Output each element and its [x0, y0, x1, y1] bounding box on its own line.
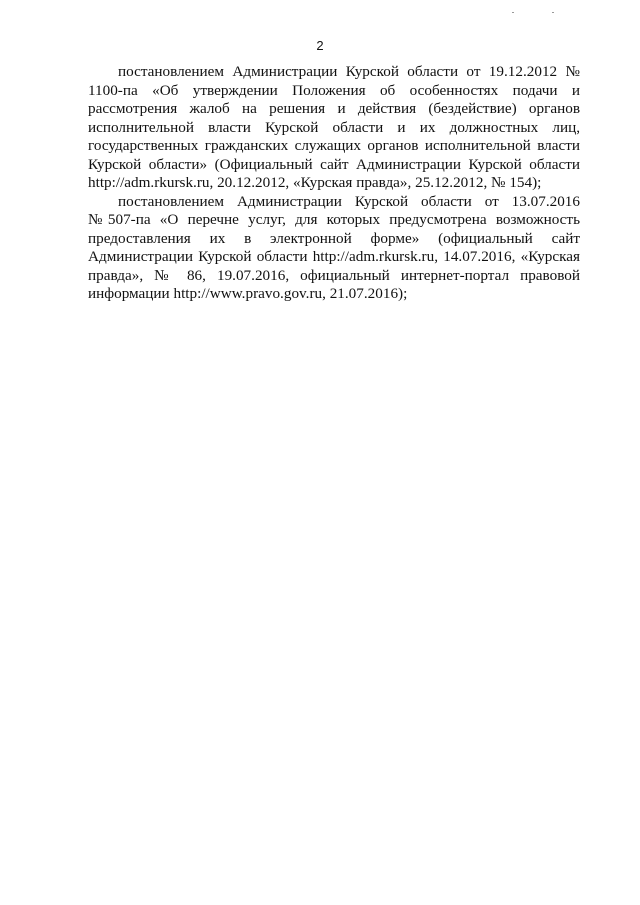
scan-marks	[500, 12, 560, 18]
document-body	[88, 63, 580, 304]
page-number: 2	[316, 38, 324, 53]
paragraph-resolution-507: постановлением Администрации Курской области от 13.07.2016 №507-па «О перечне услуг, для которых предусмотрена возможность предоставления их в электронной форме» (официальный сайт Администрации Курской области http://adm.rkursk.ru, 14.07.2016, «Курская правда», № 86, 19.07.2016, официальный интернет-портал правовой информации http://www.pravo.gov.ru, 21.07.2016);	[88, 192, 580, 302]
paragraph-resolution-1100: постановлением Администрации Курской области от 19.12.2012 № 1100-па «Об утверждении Положения об особенностях подачи и рассмотрения жалоб на решения и действия (бездействие) органов исполнительной власти Курской области и их должностных лиц, государственных гражданских служащих органов исполнительной власти Курской области» (Официальный сайт Администрации Курской области http://adm.rkursk.ru, 20.12.2012, «Курская правда», 25.12.2012, № 154);	[88, 63, 580, 191]
